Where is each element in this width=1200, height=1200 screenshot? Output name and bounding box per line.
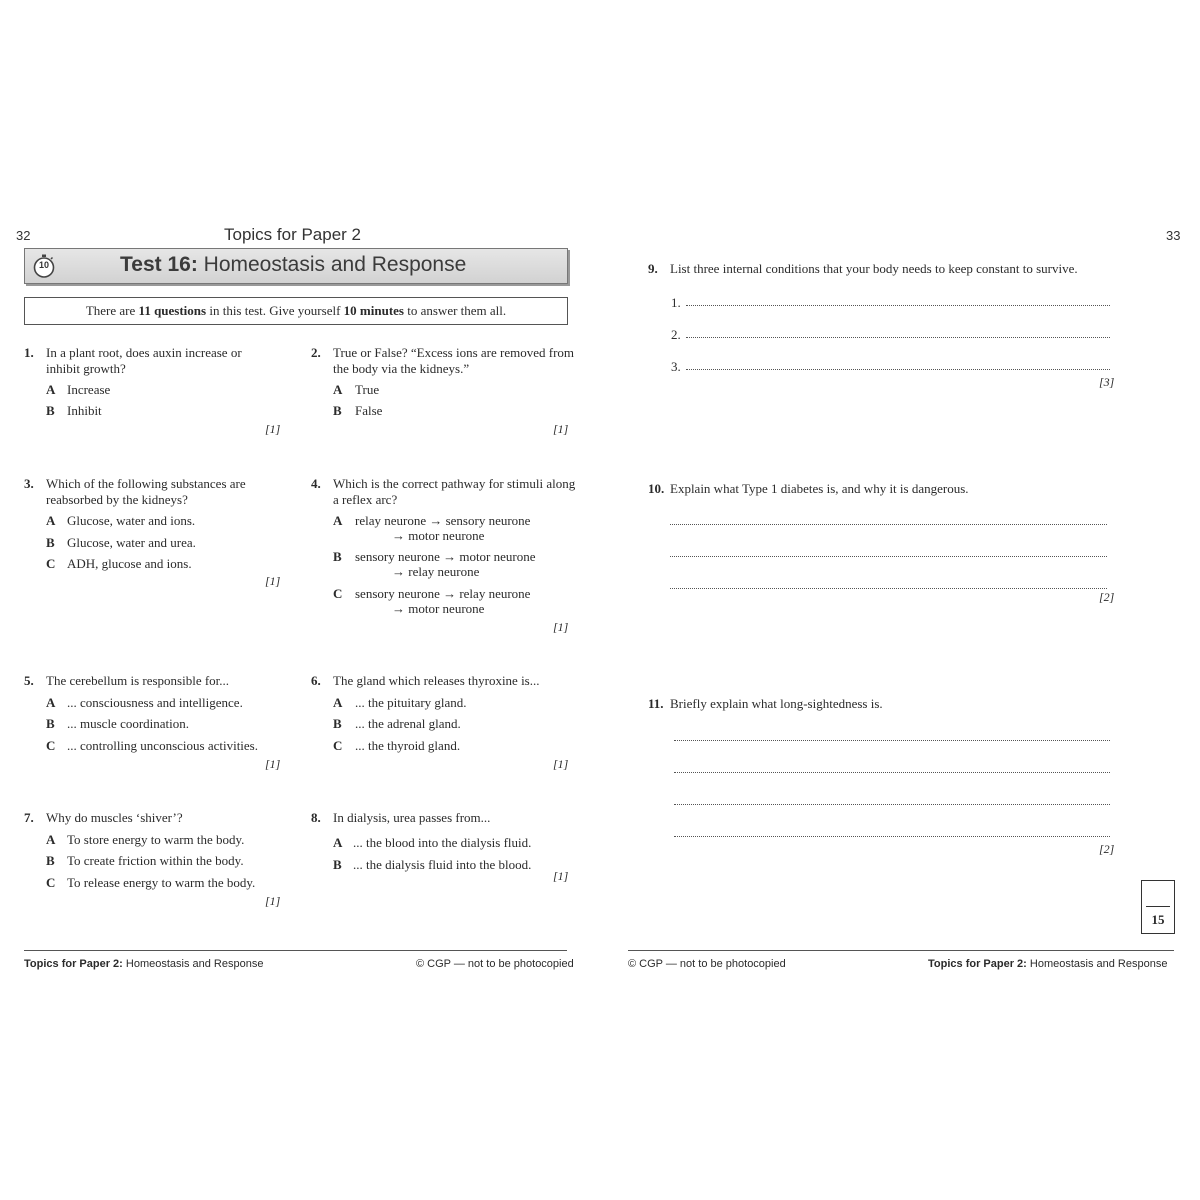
intro-text-mid: in this test. Give yourself [206,303,344,318]
option-letter[interactable]: C [46,738,56,753]
answer-item-number: 3. [671,359,681,374]
question-number: 7. [24,810,34,825]
marks-label: [1] [265,757,281,771]
question-text: In a plant root, does auxin increase or inhibit growth? [46,345,242,376]
marks-label: [1] [265,894,281,908]
option-text[interactable]: ... the pituitary gland. [355,695,467,710]
answer-item-number: 2. [671,327,681,342]
footer-rule [628,950,1174,951]
question-text: True or False? “Excess ions are removed from the body via the kidneys.” [333,345,575,376]
question-number: 9. [648,261,658,276]
question-number: 5. [24,673,34,688]
footer-topic: Topics for Paper 2: Homeostasis and Response [24,958,264,970]
option-letter[interactable]: B [333,716,342,731]
test-title-number: Test 16: [120,253,198,276]
option-text[interactable]: ... the thyroid gland. [355,738,461,753]
option-letter[interactable]: B [46,403,55,418]
option-letter[interactable]: A [333,513,343,528]
option-letter[interactable]: B [46,716,55,731]
question-number: 3. [24,476,34,491]
option-letter[interactable]: A [333,695,343,710]
option-letter[interactable]: C [46,875,56,890]
marks-label: [2] [1099,842,1115,856]
marks-label: [2] [1099,590,1115,604]
question-number: 8. [311,810,321,825]
option-text[interactable]: sensory neurone → motor neurone → relay neurone [355,549,536,579]
option-text[interactable]: sensory neurone → relay neurone → motor neurone [355,586,531,616]
footer-copyright: © CGP — not to be photocopied [628,958,786,970]
option-letter[interactable]: B [333,403,342,418]
question-number: 10. [648,481,665,496]
answer-line[interactable] [674,740,1110,741]
section-header: Topics for Paper 2 [224,225,362,244]
score-box[interactable] [1141,880,1175,934]
option-letter[interactable]: A [46,513,56,528]
answer-line[interactable] [670,556,1107,557]
option-text[interactable]: ... the adrenal gland. [355,716,461,731]
question-text: Which of the following substances are reabsorbed by the kidneys? [46,476,246,507]
question-text: Why do muscles ‘shiver’? [46,810,183,825]
option-letter[interactable]: B [333,857,342,872]
question-text: Which is the correct pathway for stimuli along a reflex arc? [333,476,576,507]
question-number: 6. [311,673,321,688]
answer-line[interactable] [674,836,1110,837]
option-text[interactable]: ... the dialysis fluid into the blood. [353,857,532,872]
answer-line[interactable] [670,588,1107,589]
option-text[interactable]: ... controlling unconscious activities. [67,738,258,753]
marks-label: [1] [265,422,281,436]
option-text[interactable]: relay neurone → sensory neurone → motor neurone [355,513,531,543]
question-text: In dialysis, urea passes from... [333,810,491,825]
option-text[interactable]: To store energy to warm the body. [67,832,245,847]
answer-line[interactable] [686,337,1110,338]
option-letter[interactable]: B [46,853,55,868]
marks-label: [3] [1099,375,1115,389]
question-text: The gland which releases thyroxine is... [333,673,540,688]
option-text[interactable]: ... muscle coordination. [67,716,190,731]
marks-label: [1] [553,757,569,771]
option-text[interactable]: To create friction within the body. [67,853,244,868]
option-text[interactable]: ... consciousness and intelligence. [67,695,243,710]
test-title [120,253,466,277]
left-page-number: 32 [16,228,31,243]
option-letter[interactable]: A [46,382,56,397]
right-page-number: 33 [1166,228,1181,243]
answer-line[interactable] [686,305,1110,306]
option-text[interactable]: Inhibit [67,403,102,418]
option-text[interactable]: True [355,382,380,397]
option-letter[interactable]: B [333,549,342,564]
answer-line[interactable] [674,772,1110,773]
question-text: List three internal conditions that your body needs to keep constant to survive. [670,261,1078,276]
question-text: The cerebellum is responsible for... [46,673,230,688]
intro-question-count: 11 questions [138,303,207,318]
question-number: 11. [648,696,664,711]
option-letter[interactable]: A [46,695,56,710]
option-letter[interactable]: A [333,835,343,850]
answer-line[interactable] [670,524,1107,525]
footer-copyright: © CGP — not to be photocopied [416,958,574,970]
stopwatch-number: 10 [38,260,49,270]
question-number: 4. [311,476,321,491]
test-title-topic: Homeostasis and Response [197,253,467,276]
option-text[interactable]: Increase [67,382,111,397]
footer-topic: Topics for Paper 2: Homeostasis and Response [928,958,1168,970]
option-text[interactable]: To release energy to warm the body. [67,875,256,890]
marks-label: [1] [265,574,281,588]
option-letter[interactable]: C [333,738,343,753]
question-number: 2. [311,345,321,360]
intro-text: There are [85,303,139,318]
footer-rule [24,950,567,951]
option-text[interactable]: False [355,403,383,418]
marks-label: [1] [553,869,569,883]
question-number: 1. [24,345,34,360]
marks-label: [1] [553,620,569,634]
marks-label: [1] [553,422,569,436]
option-letter[interactable]: A [333,382,343,397]
option-letter[interactable]: C [46,556,56,571]
answer-item-number: 1. [671,295,681,310]
intro-time-limit: 10 minutes [343,303,404,318]
option-text[interactable]: Glucose, water and ions. [67,513,196,528]
option-text[interactable]: Glucose, water and urea. [67,535,196,550]
answer-line[interactable] [686,369,1110,370]
question-text: Briefly explain what long-sightedness is. [670,696,883,711]
question-text: Explain what Type 1 diabetes is, and why it is dangerous. [670,481,969,496]
test-intro-box [24,297,568,325]
score-total: 15 [1151,912,1165,927]
intro-text-end: to answer them all. [403,303,507,318]
option-letter[interactable]: B [46,535,55,550]
option-text[interactable]: ADH, glucose and ions. [67,556,192,571]
answer-line[interactable] [674,804,1110,805]
option-letter[interactable]: A [46,832,56,847]
option-letter[interactable]: C [333,586,343,601]
option-text[interactable]: ... the blood into the dialysis fluid. [353,835,532,850]
